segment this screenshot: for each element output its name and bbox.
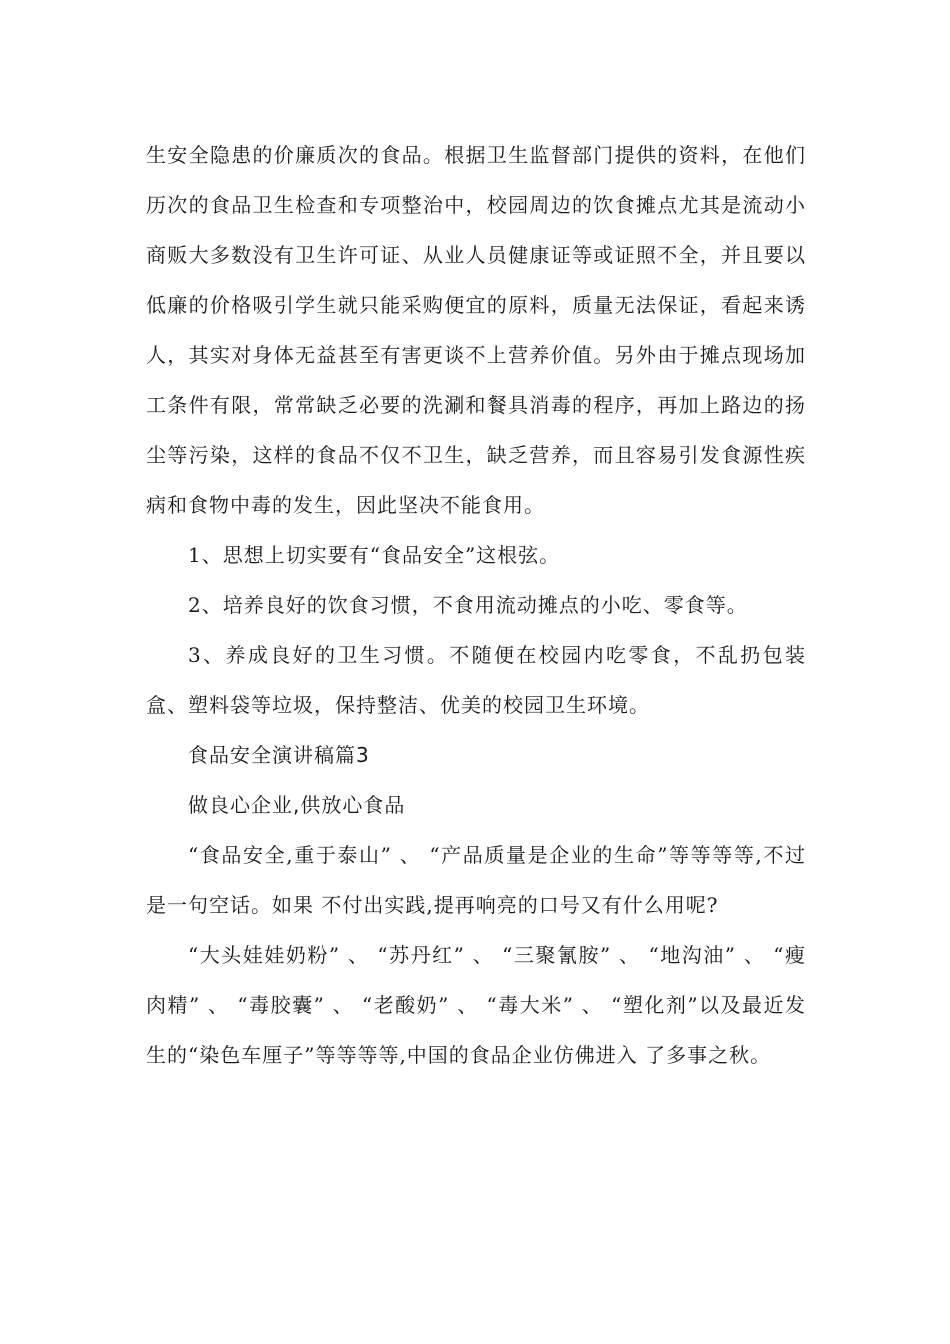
document-body xyxy=(146,130,806,1080)
list-item-2: 2、培养良好的饮食习惯，不食用流动摊点的小吃、零食等。 xyxy=(188,593,748,617)
list-item-1: 1、思想上切实要有“食品安全”这根弦。 xyxy=(188,543,561,567)
speech-title: 做良心企业,供放心食品 xyxy=(188,793,406,817)
list-item-3: 3、养成良好的卫生习惯。不随便在校园内吃零食，不乱扔包装盒、塑料袋等垃圾，保持整洁、优美的校园卫生环境。 xyxy=(146,643,806,717)
paragraph-slogans: “食品安全,重于泰山” 、 “产品质量是企业的生命”等等等等,不过是一句空话。如果 不付出实践,提再响亮的口号又有什么用呢? xyxy=(146,843,806,917)
paragraph-food-safety-risks: 生安全隐患的价廉质次的食品。根据卫生监督部门提供的资料，在他们历次的食品卫生检查和专项整治中，校园周边的饮食摊点尤其是流动小商贩大多数没有卫生许可证、从业人员健康证等或证照不全，并且要以低廉的价格吸引学生就只能采购便宜的原料，质量无法保证，看起来诱人，其实对身体无益甚至有害更谈不上营养价值。另外由于摊点现场加工条件有限，常常缺乏必要的洗涮和餐具消毒的程序，再加上路边的扬尘等污染，这样的食品不仅不卫生，缺乏营养，而且容易引发食源性疾病和食物中毒的发生，因此坚决不能食用。 xyxy=(146,143,806,517)
section-heading: 食品安全演讲稿篇3 xyxy=(188,743,370,767)
paragraph-incidents: “大头娃娃奶粉” 、 “苏丹红” 、 “三聚氰胺” 、 “地沟油” 、 “瘦肉精” 、 “毒胶囊” 、 “老酸奶” 、 “毒大米” 、 “塑化剂”以及最近发生的“染色车厘子”等等等等,中国的食品企业仿佛进入 了多事之秋。 xyxy=(146,943,806,1067)
